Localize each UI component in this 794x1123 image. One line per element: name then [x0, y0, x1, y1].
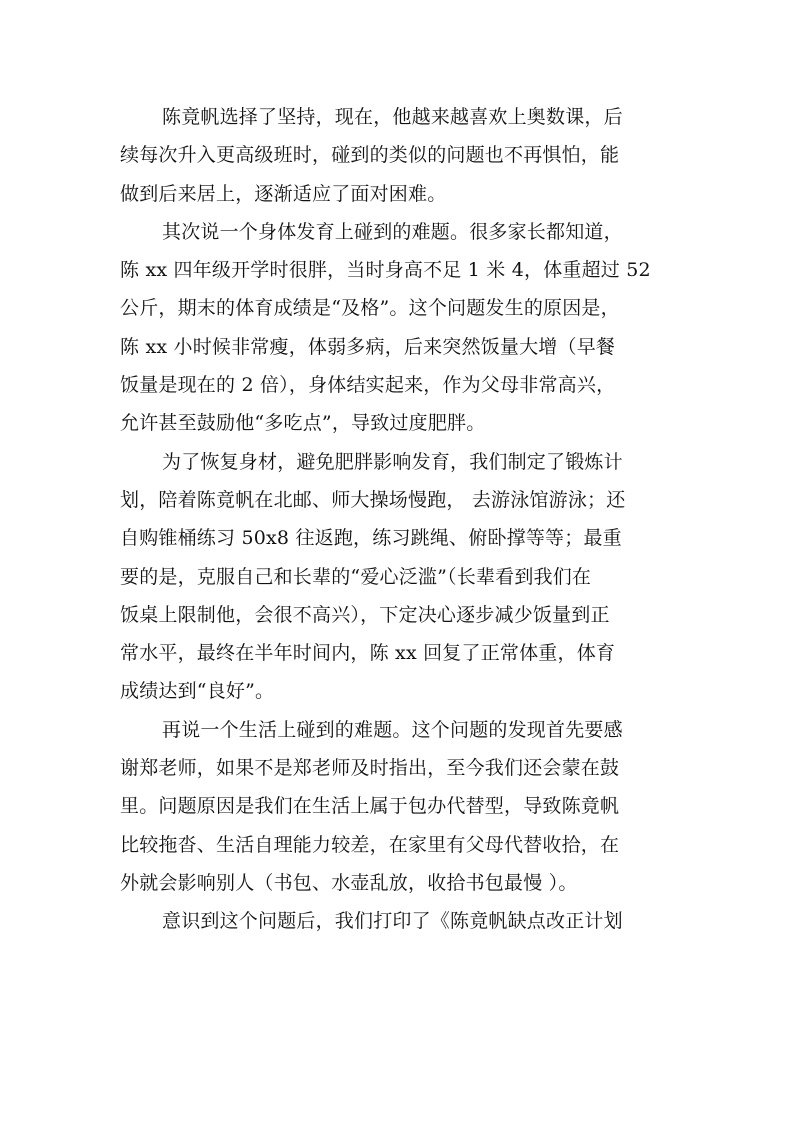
text-line: 陈 xx 四年级开学时很胖，当时身高不足 1 米 4，体重超过 52 — [120, 259, 651, 282]
text-line: 公斤，期末的体育成绩是“及格”。这个问题发生的原因是， — [120, 297, 620, 320]
text-line: 常水平，最终在半年时间内，陈 xx 回复了正常体重，体育 — [120, 642, 616, 665]
text-line: 允许甚至鼓励他“多吃点”，导致过度肥胖。 — [120, 412, 486, 435]
text-line: 意识到这个问题后，我们打印了《陈竟帆缺点改正计划 — [162, 910, 623, 933]
text-line: 饭桌上限制他，会很不高兴），下定决心逐步减少饭量到正 — [120, 603, 610, 626]
text-line: 做到后来居上，逐渐适应了面对困难。 — [120, 182, 447, 205]
text-line: 外就会影响别人（书包、水壶乱放，收拾书包最慢 ）。 — [120, 871, 578, 894]
paragraph-daily-life — [120, 711, 680, 902]
document-body — [120, 98, 680, 941]
paragraph-physical-development — [120, 213, 680, 443]
text-line: 再说一个生活上碰到的难题。这个问题的发现首先要感 — [162, 718, 623, 741]
text-line: 比较拖沓、生活自理能力较差，在家里有父母代替收拾，在 — [120, 833, 620, 856]
text-line: 续每次升入更高级班时，碰到的类似的问题也不再惧怕，能 — [120, 144, 620, 167]
paragraph-persistence — [120, 98, 680, 213]
text-line: 划，陪着陈竟帆在北邮、师大操场慢跑， 去游泳馆游泳；还 — [120, 488, 626, 511]
paragraph-correction-plan — [120, 902, 680, 940]
paragraph-exercise-plan — [120, 443, 680, 711]
text-line: 里。问题原因是我们在生活上属于包办代替型，导致陈竟帆 — [120, 795, 620, 818]
text-line: 要的是，克服自己和长辈的“爱心泛滥”（长辈看到我们在 — [120, 565, 592, 588]
text-line: 为了恢复身材，避免肥胖影响发育，我们制定了锻炼计 — [162, 450, 623, 473]
text-line: 谢郑老师，如果不是郑老师及时指出，至今我们还会蒙在鼓 — [120, 757, 620, 780]
text-line: 其次说一个身体发育上碰到的难题。很多家长都知道， — [162, 220, 623, 243]
text-line: 自购锥桶练习 50x8 往返跑，练习跳绳、俯卧撑等等；最重 — [120, 527, 622, 550]
text-line: 陈竟帆选择了坚持，现在，他越来越喜欢上奥数课，后 — [162, 106, 623, 128]
text-line: 陈 xx 小时候非常瘦，体弱多病，后来突然饭量大增（早餐 — [120, 335, 616, 358]
text-line: 饭量是现在的 2 倍），身体结实起来，作为父母非常高兴， — [120, 374, 616, 397]
text-line: 成绩达到“良好”。 — [120, 680, 275, 703]
